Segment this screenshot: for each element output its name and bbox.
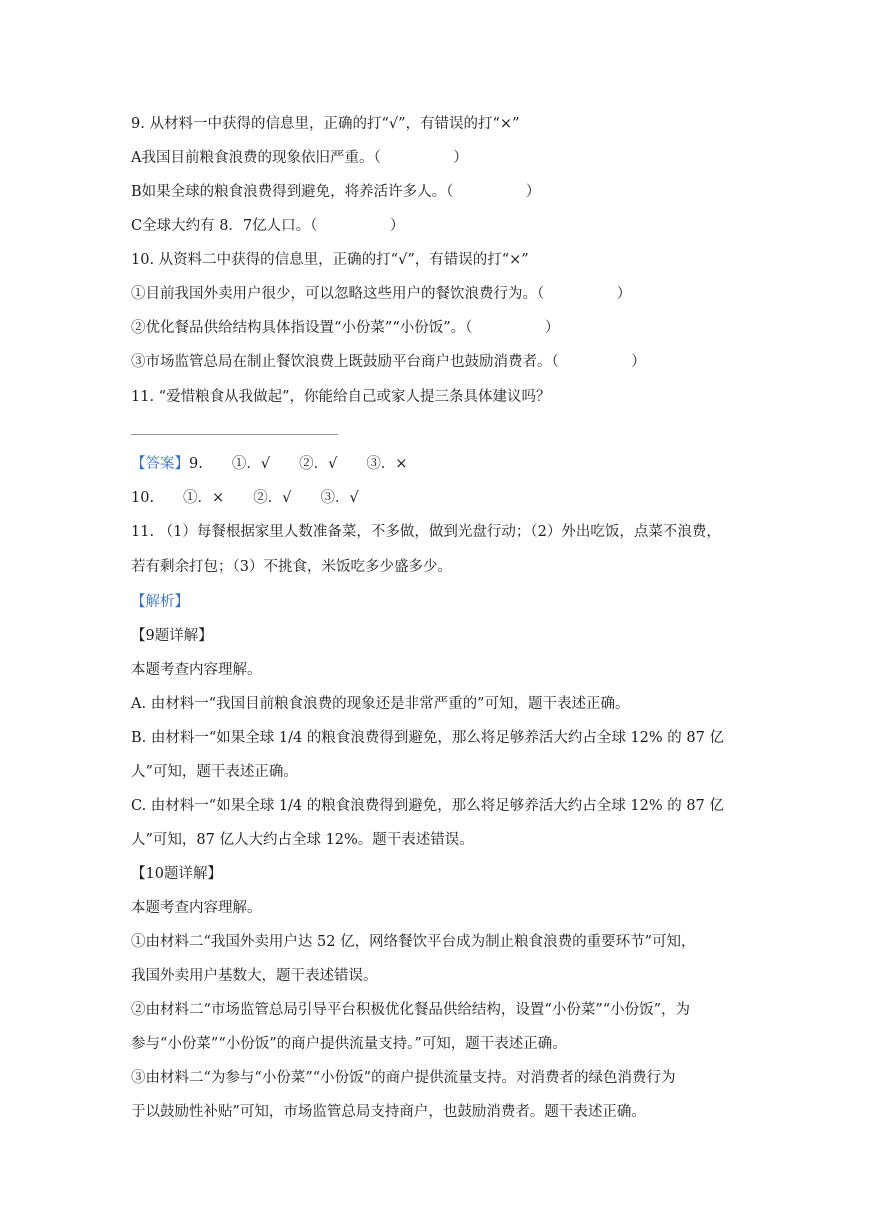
answer-q9 xyxy=(131,454,407,474)
q9-detail-a: A. 由材料一“我国目前粮食浪费的现象还是非常严重的”可知，题干表述正确。 xyxy=(131,696,630,712)
q10-detail-1-line2: 我国外卖用户基数大，题干表述错误。 xyxy=(131,968,378,984)
q10-item-2: ②优化餐品供给结构具体指设置“小份菜”“小份饭”。（ ） xyxy=(131,320,560,336)
q9-detail-b-line2: 人”可知，题干表述正确。 xyxy=(131,764,298,780)
q10-item-3: ③市场监管总局在制止餐饮浪费上既鼓励平台商户也鼓励消费者。（ ） xyxy=(131,354,646,370)
q9-option-c: C全球大约有 8．7亿人口。（ ） xyxy=(131,218,405,234)
q9-detail-b-line1: B. 由材料一“如果全球 1/4 的粮食浪费得到避免，那么将足够养活大约占全球 12% 的 87 亿 xyxy=(131,730,724,746)
answer-q11-line1: 11. （1）每餐根据家里人数准备菜，不多做，做到光盘行动；（2）外出吃饭，点菜不浪费， xyxy=(131,524,721,540)
answer-label: 【答案】 xyxy=(131,456,189,472)
answer-line xyxy=(131,434,338,435)
q9-option-a: A我国目前粮食浪费的现象依旧严重。（ ） xyxy=(131,150,468,166)
q9-detail-c-line2: 人”可知，87 亿人大约占全球 12%。题干表述错误。 xyxy=(131,832,474,848)
q10-stem: 10. 从资料二中获得的信息里，正确的打“√”，有错误的打“×” xyxy=(131,252,529,268)
q9-detail-c-line1: C. 由材料一“如果全球 1/4 的粮食浪费得到避免，那么将足够养活大约占全球 12% 的 87 亿 xyxy=(131,798,724,814)
analysis-label: 【解析】 xyxy=(131,594,189,610)
q10-detail-3-line2: 于以鼓励性补贴”可知，市场监管总局支持商户，也鼓励消费者。题干表述正确。 xyxy=(131,1104,646,1120)
answer-q9-text: 9. ①．√ ②．√ ③．× xyxy=(189,456,408,472)
q11-stem: 11. “爱惜粮食从我做起”，你能给自己或家人提三条具体建议吗？ xyxy=(131,389,551,405)
q10-item-1: ①目前我国外卖用户很少，可以忽略这些用户的餐饮浪费行为。（ ） xyxy=(131,286,632,302)
q9-detail-intro: 本题考查内容理解。 xyxy=(131,662,262,678)
q9-stem: 9. 从材料一中获得的信息里，正确的打“√”，有错误的打“×” xyxy=(131,116,520,132)
q10-detail-2-line2: 参与“小份菜”“小份饭”的商户提供流量支持。”可知，题干表述正确。 xyxy=(131,1036,567,1052)
q9-detail-title: 【9题详解】 xyxy=(131,628,213,644)
q10-detail-1-line1: ①由材料二“我国外卖用户达 52 亿，网络餐饮平台成为制止粮食浪费的重要环节”可知， xyxy=(131,934,696,950)
q10-detail-3-line1: ③由材料二“为参与“小份菜”“小份饭”的商户提供流量支持。对消费者的绿色消费行为 xyxy=(131,1070,676,1086)
answer-q10: 10. ①．× ②．√ ③．√ xyxy=(131,490,359,506)
q9-option-b: B如果全球的粮食浪费得到避免，将养活许多人。（ ） xyxy=(131,184,541,200)
q10-detail-intro: 本题考查内容理解。 xyxy=(131,900,262,916)
answer-q11-line2: 若有剩余打包；（3）不挑食，米饭吃多少盛多少。 xyxy=(131,559,452,575)
q10-detail-2-line1: ②由材料二“市场监管总局引导平台积极优化餐品供给结构，设置“小份菜”“小份饭”，为 xyxy=(131,1002,691,1018)
q10-detail-title: 【10题详解】 xyxy=(131,866,222,882)
